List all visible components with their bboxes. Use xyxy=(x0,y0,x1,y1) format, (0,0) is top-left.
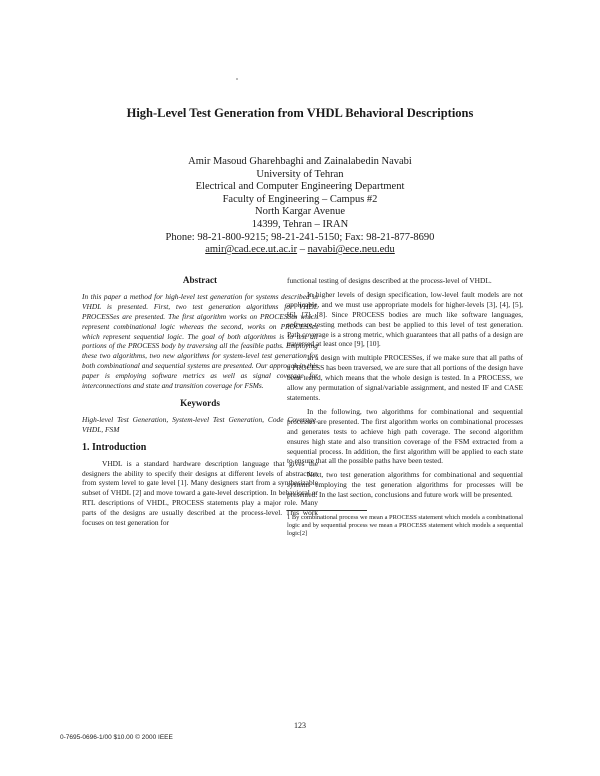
introduction-heading: 1. Introduction xyxy=(82,441,147,453)
affiliation-line: University of Tehran xyxy=(256,168,344,180)
left-column xyxy=(82,276,318,532)
author-emails xyxy=(0,244,600,257)
scan-speck xyxy=(236,78,238,80)
keywords-text: High-level Test Generation, System-level Test Generation, Code Coverage, VHDL, FSM xyxy=(82,414,318,434)
body-paragraph: Next, two test generation algorithms for combinational and sequential systems employing the test generation algorithms for processes will be presented. In the last section, conclusions and future work will be presented. xyxy=(287,470,523,500)
footnote: 1 By combinational process we mean a PROCESS statement which models a combinational logic and by sequential process we mean a PROCESS statement which models a sequential logic[2] xyxy=(287,514,523,537)
author-names: Amir Masoud Gharehbaghi and Zainalabedin Navabi xyxy=(188,156,412,167)
body-paragraph: functional testing of designs described at the process-level of VHDL. xyxy=(287,276,492,285)
abstract-heading: Abstract xyxy=(182,275,218,285)
affiliation-line: North Kargar Avenue xyxy=(255,206,345,218)
body-paragraph: In the following, two algorithms for combinational and sequential processes are presented. The first algorithm works on combinational processes and generates tests to achieve high path coverage. The second algorithm ensures high state and also transition coverage of the FSM extracted from a sequential process. In addition, the first algorithm will be applied to each state to ensure that all the possible paths have been tested. xyxy=(287,406,523,466)
footnote-rule xyxy=(287,510,367,511)
affiliation-line: 14399, Tehran – IRAN xyxy=(251,218,349,230)
right-column xyxy=(287,276,523,537)
isbn-line: 0-7695-0696-1/00 $10.00 © 2000 IEEE xyxy=(60,734,173,741)
keywords-heading: Keywords xyxy=(180,397,220,408)
author-block xyxy=(0,156,600,257)
body-paragraph: In a design with multiple PROCESSes, if we make sure that all paths of a PROCESS has been traversed, we are sure that all portions of the design have been tested, which means that the whole design is tested. In a PROCESS, we allow any permutation of signal/variable assignment, and nested IF and CASE statements. xyxy=(287,353,523,402)
body-paragraph: In higher levels of design specification, low-level fault models are not applicable, and we must use appropriate models for higher-levels [3], [4], [5], [6], [7], [8]. Since PROCESS bodies are much like software languages, software-testing methods can best be applied to this level of test generation. Path coverage is a strong metric, which guarantees that all paths of a design are traversed at least once [9], [10]. xyxy=(287,289,523,349)
contact-phones: Phone: 98-21-800-9215; 98-21-241-5150; Fax: 98-21-877-8690 xyxy=(165,231,435,243)
affiliation-line: Electrical and Computer Engineering Department xyxy=(195,181,405,193)
introduction-paragraph: VHDL is a standard hardware description language that gives the designers the ability to specify their designs at different levels of abstraction from system level to gate level [1]. Many designers start from a synthesizable subset of VHDL [2] and move toward a gate-level description. In behavioral or RTL descriptions of VHDL, PROCESS statements play a major role. Many parts of the designs are usually described at the process-level. This work focuses on test generation for xyxy=(82,458,318,528)
email-link-amir[interactable]: amir@cad.ece.ut.ac.ir xyxy=(205,244,298,256)
email-link-navabi[interactable]: navabi@ece.neu.edu xyxy=(307,244,395,256)
abstract-text: In this paper a method for high-level test generation for systems described in VHDL is presented. First, two test generation algorithms for VHDL PROCESSes are presented. The first algorithm works on PROCESSes which represent combinational logic whereas the second, works on PROCESSes which represent sequential logic. The goal of both algorithms is to test all portions of the PROCESS body by traversing all the feasible paths. Employing these two algorithms, two new algorithms for system-level test generation for both combinational and sequential systems are presented. Our approach in this paper is employing software metrics as well as signal coverage for interconnections and state and transition coverage for FSMs. xyxy=(82,291,318,391)
affiliation-line: Faculty of Engineering – Campus #2 xyxy=(222,193,378,205)
paper-title: High-Level Test Generation from VHDL Behavioral Descriptions xyxy=(126,106,474,120)
page-number: 123 xyxy=(294,721,306,730)
email-separator: – xyxy=(297,244,308,256)
